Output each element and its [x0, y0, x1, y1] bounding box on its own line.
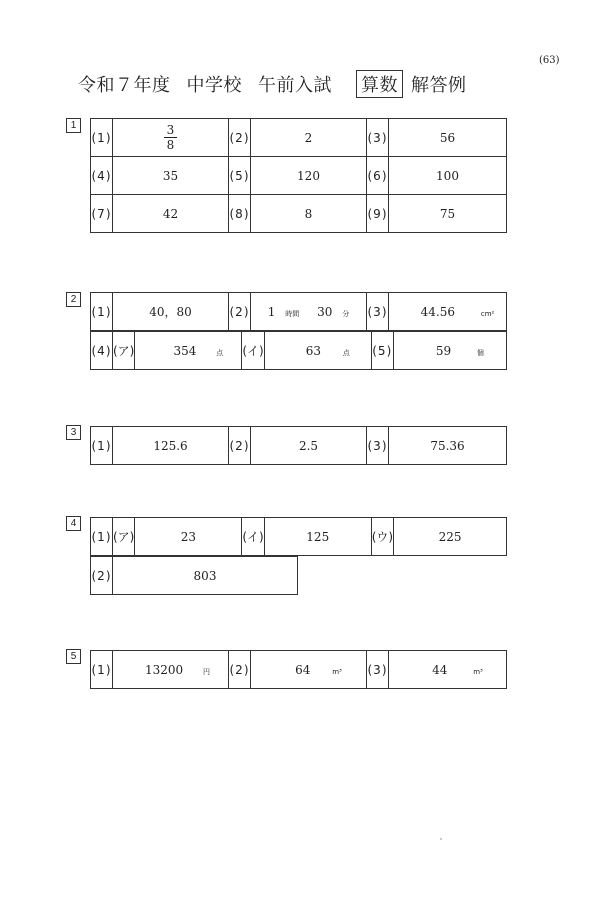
q2-answer-4a-unit: 点 [216, 348, 224, 357]
q2-answer-5 [393, 332, 506, 370]
fraction-denominator: 8 [166, 138, 175, 152]
q4-answer-1b: 125 [264, 518, 371, 556]
q2-label-4: (4) [91, 332, 113, 370]
title-era: 令和７年度 [78, 75, 171, 96]
question-1-number: 1 [66, 118, 81, 133]
page-title [78, 70, 467, 98]
q1-answer-6: 100 [389, 157, 507, 195]
q5-answer-2-unit: m³ [332, 667, 342, 676]
q2-answer-4b-value: 63 [305, 343, 321, 358]
q1-label-6: (6) [367, 157, 389, 195]
q5-answer-1 [113, 651, 229, 689]
q1-label-1: (1) [91, 119, 113, 157]
q5-answer-2 [251, 651, 367, 689]
q3-answer-1: 125.6 [113, 427, 229, 465]
q4-answer-1c: 225 [394, 518, 507, 556]
q2-answer-2-minutes: 30 [317, 304, 333, 319]
q5-label-2: (2) [229, 651, 251, 689]
q3-label-3: (3) [367, 427, 389, 465]
q1-label-5: (5) [229, 157, 251, 195]
question-3-number: 3 [66, 425, 81, 440]
q1-answer-2: 2 [251, 119, 367, 157]
q3-label-2: (2) [229, 427, 251, 465]
q2-answer-5-value: 59 [435, 343, 452, 358]
q1-label-9: (9) [367, 195, 389, 233]
q2-label-5: (5) [371, 332, 393, 370]
q3-label-1: (1) [91, 427, 113, 465]
q2-answer-4a-value: 354 [173, 343, 197, 358]
title-doc-type: 解答例 [411, 75, 467, 96]
q4-sub-label-a: (ア) [113, 518, 135, 556]
q1-label-8: (8) [229, 195, 251, 233]
question-2-number: 2 [66, 292, 81, 307]
q5-label-1: (1) [91, 651, 113, 689]
q2-answer-5-unit: 個 [476, 348, 484, 357]
question-5-answer-grid [90, 650, 507, 689]
question-2-answer-grid-row-1 [90, 292, 507, 331]
q1-answer-1 [113, 119, 229, 157]
question-3-answer-grid [90, 426, 507, 465]
question-4-answer-grid-row-2 [90, 556, 298, 595]
q2-answer-4a [135, 332, 242, 370]
q3-answer-3: 75.36 [389, 427, 507, 465]
q1-answer-9: 75 [389, 195, 507, 233]
q1-label-4: (4) [91, 157, 113, 195]
q1-label-7: (7) [91, 195, 113, 233]
q4-label-1: (1) [91, 518, 113, 556]
q5-answer-1-value: 13200 [144, 662, 184, 677]
scan-speck [440, 838, 442, 840]
q2-answer-3-value: 44.56 [420, 304, 456, 319]
q2-label-1: (1) [91, 293, 113, 331]
q5-answer-2-value: 64 [295, 662, 311, 677]
q2-sub-label-a: (ア) [113, 332, 135, 370]
title-school: 中学校 [186, 75, 242, 96]
fraction-numerator: 3 [164, 123, 178, 138]
q4-sub-label-c: (ウ) [371, 518, 393, 556]
question-4-answer-grid-row-1 [90, 517, 507, 556]
q2-answer-2-hours: 1 [267, 304, 276, 319]
q2-label-2: (2) [229, 293, 251, 331]
q1-answer-4: 35 [113, 157, 229, 195]
q5-label-3: (3) [367, 651, 389, 689]
q1-answer-3: 56 [389, 119, 507, 157]
q5-answer-3-value: 44 [432, 662, 448, 677]
q2-answer-1: 40，80 [113, 293, 229, 331]
q5-answer-1-unit: 円 [203, 667, 210, 676]
q3-answer-2: 2.5 [251, 427, 367, 465]
q1-answer-5: 120 [251, 157, 367, 195]
q1-answer-7: 42 [113, 195, 229, 233]
q4-sub-label-b: (イ) [242, 518, 264, 556]
q2-answer-4b [264, 332, 371, 370]
q1-answer-8: 8 [251, 195, 367, 233]
q5-answer-3-unit: m³ [473, 667, 483, 676]
title-exam: 午前入試 [258, 75, 332, 96]
q4-answer-2: 803 [113, 557, 298, 595]
q2-answer-4b-unit: 点 [342, 348, 350, 357]
question-5-number: 5 [66, 649, 81, 664]
q5-answer-3 [389, 651, 507, 689]
q2-sub-label-b: (イ) [242, 332, 264, 370]
title-subject: 算数 [356, 70, 403, 98]
question-2-answer-grid-row-2 [90, 331, 507, 370]
q4-answer-1a: 23 [135, 518, 242, 556]
q2-answer-2 [251, 293, 367, 331]
question-4-number: 4 [66, 516, 81, 531]
question-1-answer-grid [90, 118, 507, 233]
q1-label-3: (3) [367, 119, 389, 157]
q4-label-2: (2) [91, 557, 113, 595]
q2-answer-2-hours-unit: 時間 [285, 309, 300, 318]
q1-answer-1-fraction [164, 123, 178, 152]
q2-answer-3 [389, 293, 507, 331]
q2-label-3: (3) [367, 293, 389, 331]
q1-label-2: (2) [229, 119, 251, 157]
q2-answer-3-unit: cm² [480, 309, 495, 318]
page-number: (63) [539, 55, 560, 66]
q2-answer-2-minutes-unit: 分 [342, 309, 350, 318]
